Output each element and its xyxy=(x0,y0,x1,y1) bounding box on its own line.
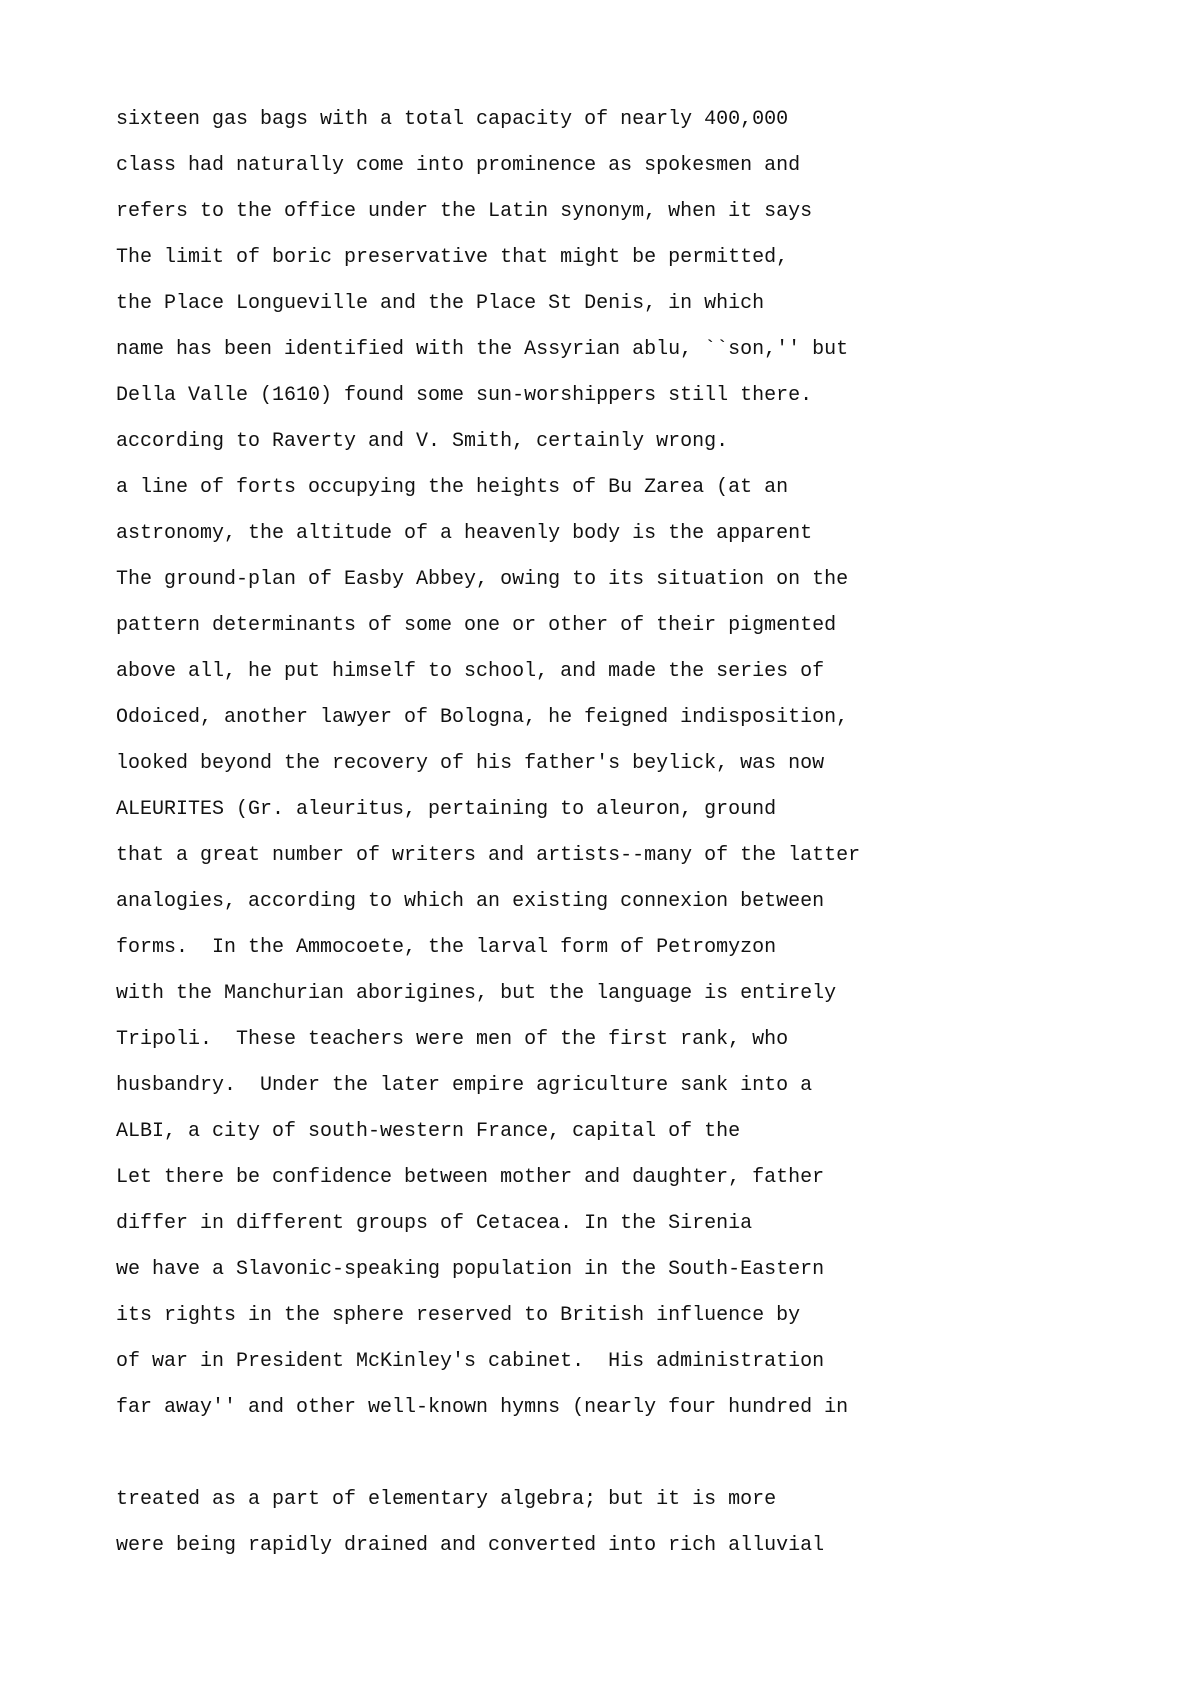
text-line: with the Manchurian aborigines, but the language is entirely xyxy=(116,982,837,1005)
text-line: ALEURITES (Gr. aleuritus, pertaining to aleuron, ground xyxy=(116,798,777,821)
text-line: above all, he put himself to school, and made the series of xyxy=(116,660,825,683)
text-line: its rights in the sphere reserved to British influence by xyxy=(116,1304,801,1327)
text-line: name has been identified with the Assyrian ablu, ``son,'' but xyxy=(116,338,849,361)
text-line: The ground-plan of Easby Abbey, owing to its situation on the xyxy=(116,568,849,591)
text-line: sixteen gas bags with a total capacity of nearly 400,000 xyxy=(116,108,789,131)
text-line: far away'' and other well-known hymns (nearly four hundred in xyxy=(116,1396,849,1419)
text-line: the Place Longueville and the Place St Denis, in which xyxy=(116,292,765,315)
text-line: pattern determinants of some one or other of their pigmented xyxy=(116,614,837,637)
text-line: that a great number of writers and artists--many of the latter xyxy=(116,844,861,867)
text-line: were being rapidly drained and converted into rich alluvial xyxy=(116,1534,825,1557)
text-line: The limit of boric preservative that might be permitted, xyxy=(116,246,789,269)
paragraph-gap xyxy=(116,1443,1116,1489)
text-line: refers to the office under the Latin synonym, when it says xyxy=(116,200,813,223)
text-line: we have a Slavonic-speaking population in the South-Eastern xyxy=(116,1258,825,1281)
text-line: differ in different groups of Cetacea. In the Sirenia xyxy=(116,1212,753,1235)
text-body xyxy=(116,109,1116,1581)
text-line: looked beyond the recovery of his father's beylick, was now xyxy=(116,752,825,775)
text-line: Della Valle (1610) found some sun-worshippers still there. xyxy=(116,384,813,407)
text-line: astronomy, the altitude of a heavenly body is the apparent xyxy=(116,522,813,545)
text-line: a line of forts occupying the heights of Bu Zarea (at an xyxy=(116,476,789,499)
text-line: Tripoli. These teachers were men of the first rank, who xyxy=(116,1028,789,1051)
text-line: of war in President McKinley's cabinet. His administration xyxy=(116,1350,825,1373)
text-line: class had naturally come into prominence as spokesmen and xyxy=(116,154,801,177)
text-line: analogies, according to which an existing connexion between xyxy=(116,890,825,913)
text-line: Let there be confidence between mother and daughter, father xyxy=(116,1166,825,1189)
text-line: husbandry. Under the later empire agriculture sank into a xyxy=(116,1074,813,1097)
text-line: Odoiced, another lawyer of Bologna, he feigned indisposition, xyxy=(116,706,849,729)
text-line: ALBI, a city of south-western France, capital of the xyxy=(116,1120,741,1143)
text-line: forms. In the Ammocoete, the larval form of Petromyzon xyxy=(116,936,777,959)
text-line: treated as a part of elementary algebra; but it is more xyxy=(116,1488,777,1511)
text-line: according to Raverty and V. Smith, certainly wrong. xyxy=(116,430,729,453)
